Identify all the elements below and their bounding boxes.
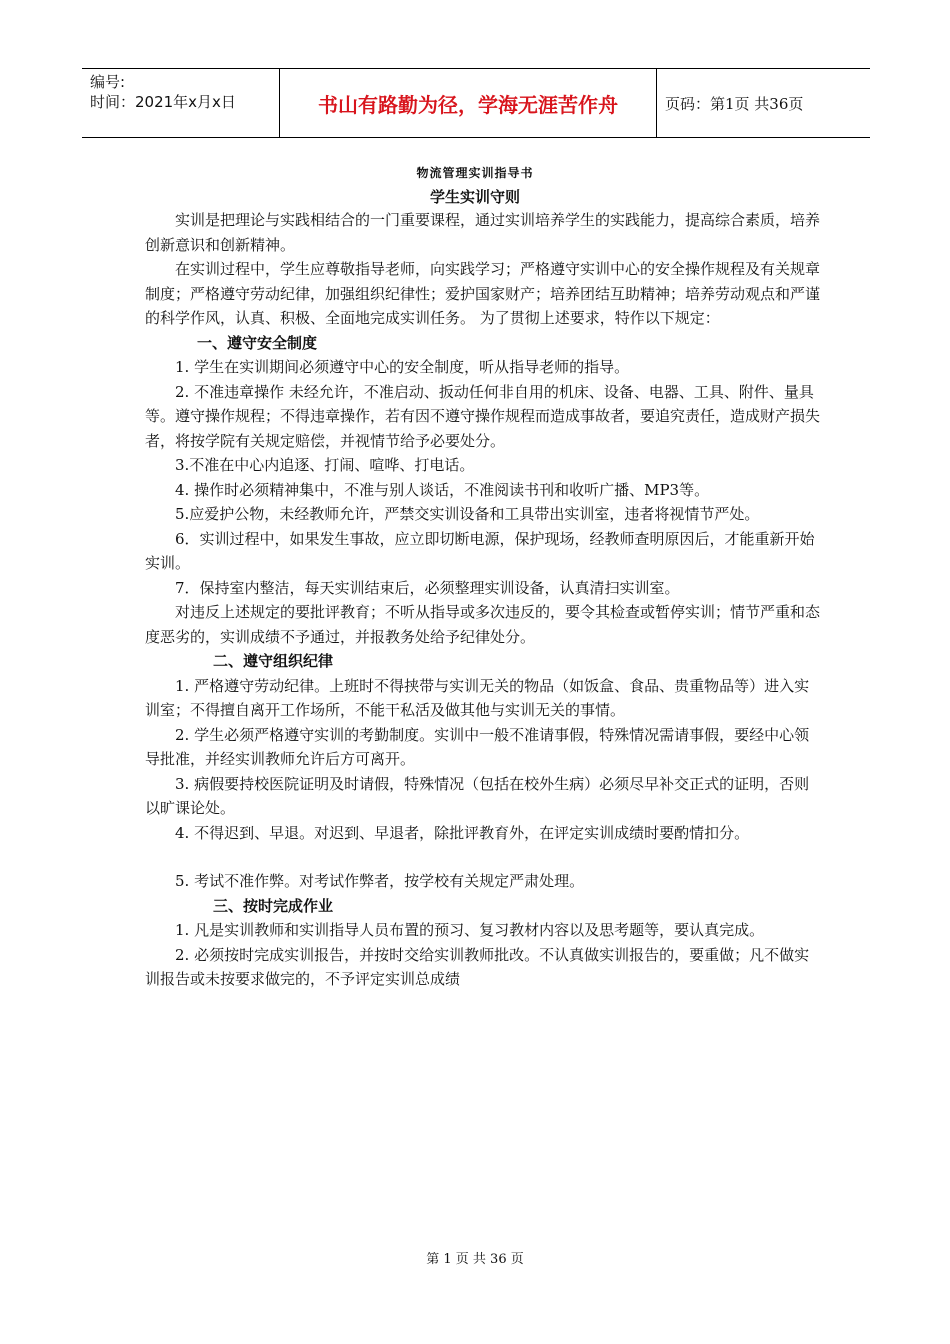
date-label: 时间：2021年x月x日 — [90, 93, 236, 111]
section-heading: 二、遵守组织纪律 — [213, 652, 334, 670]
page-header — [82, 68, 870, 138]
rule-item: 3.不准在中心内追逐、打闹、喧哗、打电话。 — [175, 456, 475, 474]
header-meta — [90, 72, 236, 112]
rule-item: 7．保持室内整洁，每天实训结束后，必须整理实训设备，认真清扫实训室。 — [175, 578, 680, 597]
document-title: 物流管理实训指导书 — [416, 166, 534, 180]
rule-item: 5. 考试不准作弊。对考试作弊者，按学校有关规定严肃处理。 — [175, 872, 585, 890]
header-divider — [656, 69, 657, 137]
rule-item: 2. 学生必须严格遵守实训的考勤制度。实训中一般不准请事假，特殊情况需请事假，要经中心领导批准，并经实训教师允许后方可离开。 — [145, 725, 810, 768]
rule-item: 4. 不得迟到、早退。对迟到、早退者，除批评教育外，在评定实训成绩时要酌情扣分。 — [175, 823, 750, 842]
rule-item: 5.应爱护公物，未经教师允许，严禁交实训设备和工具带出实训室，违者将视情节严处。 — [175, 505, 760, 523]
rule-item: 3. 病假要持校医院证明及时请假，特殊情况（包括在校外生病）必须尽早补交正式的证明，否则以旷课论处。 — [145, 774, 810, 817]
closing-paragraph: 对违反上述规定的要批评教育；不听从指导或多次违反的，要令其检查或暂停实训；情节严重和态度恶劣的，实训成绩不予通过，并报教务处给予纪律处分。 — [145, 603, 821, 646]
rule-item: 1. 学生在实训期间必须遵守中心的安全制度，听从指导老师的指导。 — [175, 358, 630, 376]
number-label: 编号: — [90, 73, 126, 91]
rule-item: 6．实训过程中，如果发生事故，应立即切断电源，保护现场，经教师查明原因后，才能重新开始实训。 — [145, 529, 815, 572]
rule-item: 2. 必须按时完成实训报告，并按时交给实训教师批改。不认真做实训报告的，要重做；凡不做实训报告或未按要求做完的，不予评定实训总成绩 — [145, 945, 810, 988]
rule-item: 2. 不准违章操作 未经允许，不准启动、扳动任何非自用的机床、设备、电器、工具、附件、量具等。遵守操作规程；不得违章操作，若有因不遵守操作规程而造成事故者，要追究责任，造成财产损失者，将按学院有关规定赔偿，并视情节给予必要处分。 — [145, 382, 821, 450]
document-body — [145, 208, 820, 992]
rule-item: 1. 严格遵守劳动纪律。上班时不得挟带与实训无关的物品（如饭盒、食品、贵重物品等）进入实训室；不得擅自离开工作场所，不能干私活及做其他与实训无关的事情。 — [145, 676, 810, 719]
document-subtitle: 学生实训守则 — [429, 188, 520, 206]
blank-line — [145, 845, 820, 869]
header-motto: 书山有路勤为径，学海无涯苦作舟 — [318, 93, 618, 117]
intro-paragraph: 实训是把理论与实践相结合的一门重要课程，通过实训培养学生的实践能力，提高综合素质，培养创新意识和创新精神。 — [145, 211, 821, 254]
rule-item: 4. 操作时必须精神集中，不准与别人谈话，不准阅读书刊和收听广播、MP3等。 — [175, 480, 710, 499]
rule-item: 1. 凡是实训教师和实训指导人员布置的预习、复习教材内容以及思考题等，要认真完成。 — [175, 921, 765, 939]
page-footer: 第 1 页 共 36 页 — [426, 1252, 524, 1267]
header-page-info: 页码：第1页 共36页 — [665, 95, 804, 113]
section-heading: 一、遵守安全制度 — [197, 333, 318, 352]
header-divider — [279, 69, 280, 137]
intro-paragraph: 在实训过程中，学生应尊敬指导老师，向实践学习；严格遵守实训中心的安全操作规程及有关规章制度；严格遵守劳动纪律，加强组织纪律性；爱护国家财产；培养团结互助精神；培养劳动观点和严谨的科学作风，认真、积极、全面地完成实训任务。 为了贯彻上述要求，特作以下规定： — [145, 260, 821, 327]
section-heading: 三、按时完成作业 — [213, 896, 334, 915]
